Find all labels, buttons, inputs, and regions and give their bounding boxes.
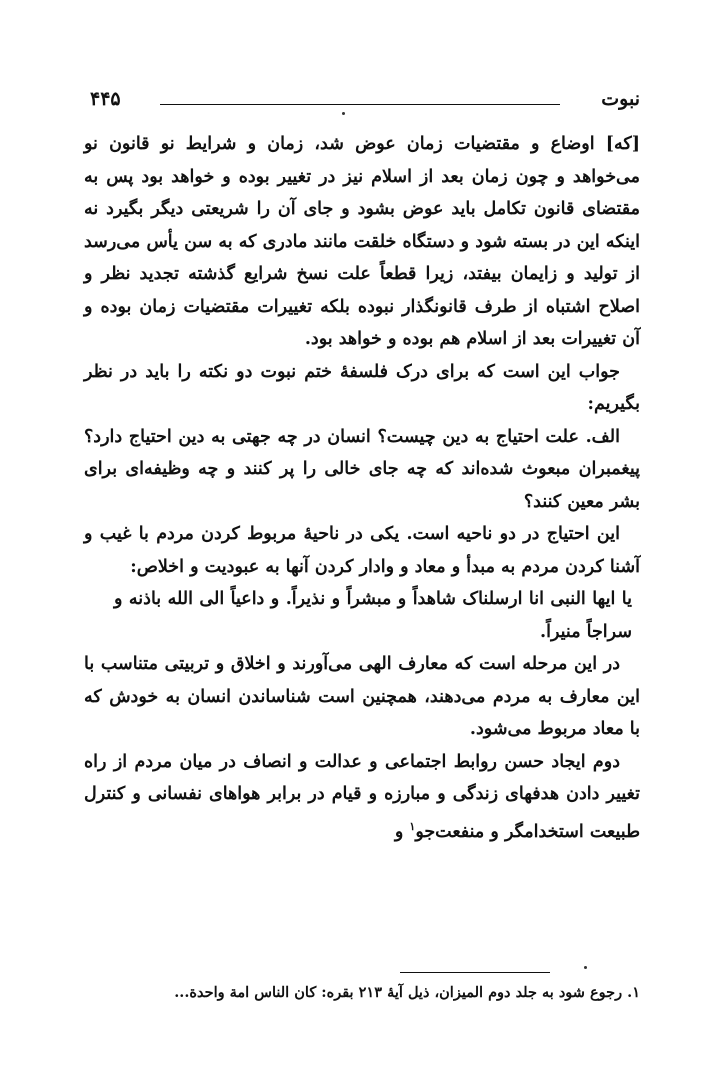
footnote-marker: ۱ [409, 819, 416, 833]
print-speck [584, 966, 587, 969]
quran-quote: یا ایها النبی انا ارسلناک شاهداً و مبشراً و نذیراً. و داعیاً الی الله باذنه و سراجاً منیراً. [114, 589, 632, 642]
paragraph-6-text: دوم ایجاد حسن روابط اجتماعی و عدالت و انصاف در میان مردم از راه تغییر دادن هدفهای زندگی و مبارزه و قیام در برابر هواهای نفسانی و کنترل طبیعت استخدامگر و منفعت‌جو [84, 751, 640, 842]
running-title: نبوت [601, 88, 640, 110]
header-rule [160, 104, 560, 105]
page-number: ۴۴۵ [90, 88, 121, 110]
paragraph-1: [که] اوضاع و مقتضیات زمان عوض شد، زمان و شرایط نو قانون نو می‌خواهد و چون زمان بعد از اسلام نیز در تغییر بوده و خواهد بود پس به مقتضای قانون تکامل باید عوض بشود و جای آن را شریعتی دیگر بگیرد نه اینکه این در بسته شود و دستگاه خلقت مانند مادری که به سن یأس می‌رسد از تولید و زایمان بیفتد، زیرا قطعاً علت نسخ شرایع گذشته تجدید نظر و اصلاح اشتباه از طرف قانونگذار نبوده بلکه تغییرات مقتضیات زمان بوده و آن تغییرات بعد از اسلام هم بوده و خواهد بود. [84, 134, 640, 349]
main-text [84, 128, 640, 848]
paragraph-4: این احتیاج در دو ناحیه است. یکی در ناحیهٔ مربوط کردن مردم با غیب و آشنا کردن مردم به مبدأ و معاد و وادار کردن آنها به عبودیت و اخلاص: [84, 524, 640, 577]
print-speck [342, 112, 345, 115]
paragraph-6-tail: و [394, 821, 410, 842]
paragraph-2: جواب این است که برای درک فلسفهٔ ختم نبوت دو نکته را باید در نظر بگیریم: [84, 361, 640, 414]
paragraph-6 [84, 746, 640, 848]
paragraph-5: در این مرحله است که معارف الهی می‌آورند و اخلاق و تربیتی متناسب با این معارف به مردم می‌دهند، همچنین است شناساندن انسان به خودش که با معاد مربوط می‌شود. [84, 654, 640, 739]
footnote: ۱. رجوع شود به جلد دوم المیزان، ذیل آیهٔ ۲۱۳ بقره: کان الناس امة واحدة... [174, 984, 640, 1001]
paragraph-3: الف. علت احتیاج به دین چیست؟ انسان در چه جهتی به دین احتیاج دارد؟ پیغمبران مبعوث شده‌اند که چه جای خالی را پر کنند و چه وظیفه‌ای برای بشر معین کنند؟ [84, 426, 640, 512]
page-header [90, 88, 640, 118]
footnote-rule [400, 972, 550, 973]
